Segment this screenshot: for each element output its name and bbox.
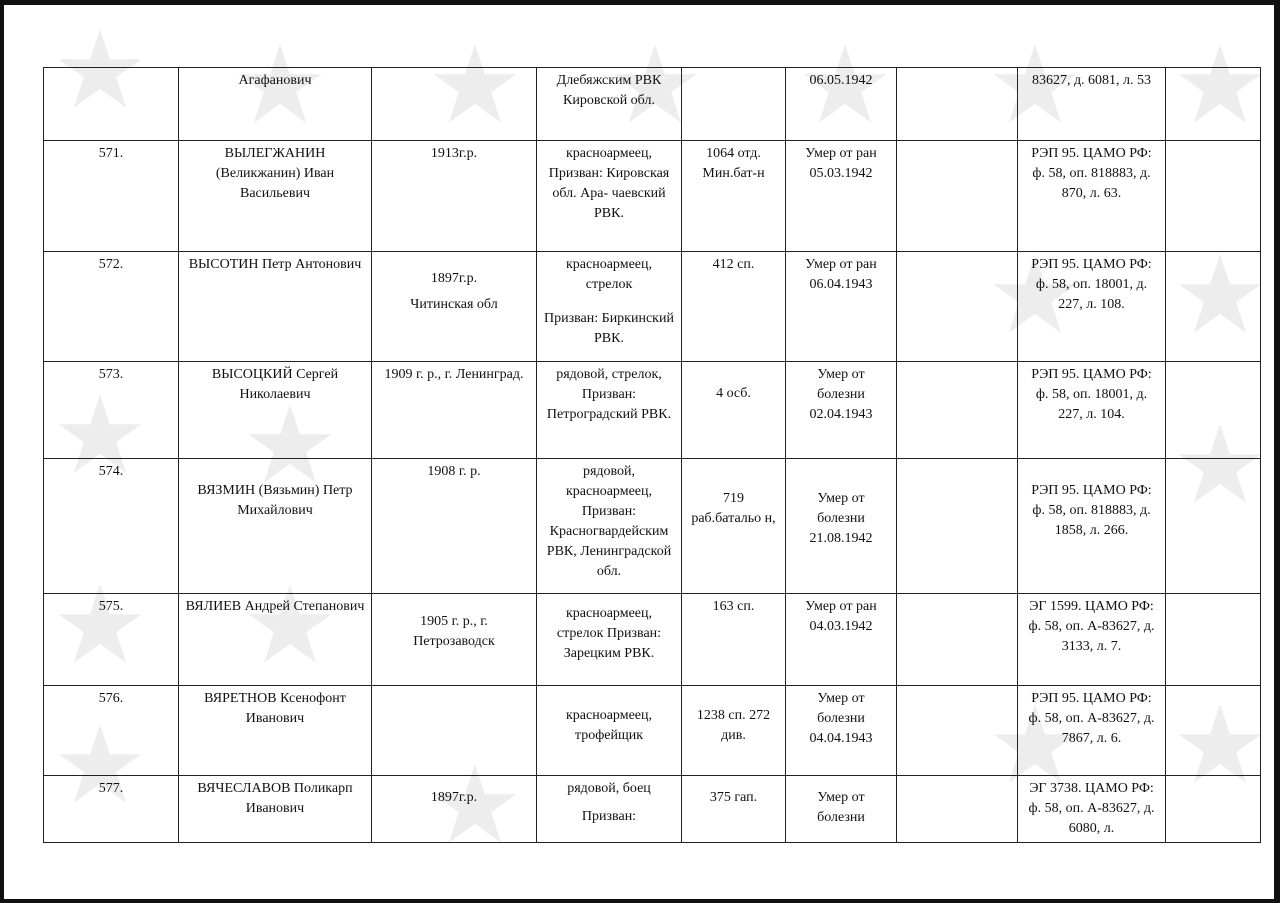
record-number: 572. xyxy=(44,252,179,362)
fate-date: Умер от ран 04.03.1942 xyxy=(786,594,897,686)
extra-column xyxy=(897,68,1018,141)
birth-info xyxy=(372,252,537,362)
person-name: ВЯЗМИН (Вязьмин) Петр Михайлович xyxy=(179,459,372,594)
birth-info: 1909 г. р., г. Ленинград. xyxy=(372,362,537,459)
empty-column xyxy=(1166,362,1261,459)
record-number: 577. xyxy=(44,776,179,843)
military-unit: 4 осб. xyxy=(682,362,786,459)
rank-conscription: красноармеец, Призван: Кировская обл. Ара- чаевский РВК. xyxy=(537,141,682,252)
birth-info: 1913г.р. xyxy=(372,141,537,252)
archive-source: РЭП 95. ЦАМО РФ: ф. 58, оп. 818883, д. 1858, л. 266. xyxy=(1018,459,1166,594)
conscription-text: Призван: xyxy=(581,809,637,824)
conscription-text: Призван: Биркинский РВК. xyxy=(544,311,674,346)
table-row xyxy=(44,776,1261,843)
archive-source: ЭГ 3738. ЦАМО РФ: ф. 58, оп. А-83627, д. 6080, л. xyxy=(1018,776,1166,843)
person-name: Агафанович xyxy=(179,68,372,141)
person-name: ВЯЧЕСЛАВОВ Поликарп Иванович xyxy=(179,776,372,843)
person-name: ВЫСОЦКИЙ Сергей Николаевич xyxy=(179,362,372,459)
person-name: ВЯЛИЕВ Андрей Степанович xyxy=(179,594,372,686)
table-row xyxy=(44,68,1261,141)
fate-date: Умер от болезни 04.04.1943 xyxy=(786,686,897,776)
rank-conscription xyxy=(537,776,682,843)
fate-date: Умер от ран 06.04.1943 xyxy=(786,252,897,362)
table-row xyxy=(44,362,1261,459)
birth-info: 1905 г. р., г. Петрозаводск xyxy=(372,594,537,686)
table-row xyxy=(44,594,1261,686)
military-unit: 412 сп. xyxy=(682,252,786,362)
fate-date: Умер от болезни 02.04.1943 xyxy=(786,362,897,459)
fate-date: Умер от ран 05.03.1942 xyxy=(786,141,897,252)
birth-info xyxy=(372,68,537,141)
birth-info: 1908 г. р. xyxy=(372,459,537,594)
rank-conscription: красноармеец, стрелок Призван: Зарецким РВК. xyxy=(537,594,682,686)
fate-date: 06.05.1942 xyxy=(786,68,897,141)
record-number: 575. xyxy=(44,594,179,686)
burial-register-table xyxy=(43,67,1261,843)
table-row xyxy=(44,686,1261,776)
empty-column xyxy=(1166,459,1261,594)
rank-conscription: красноармеец, трофейщик xyxy=(537,686,682,776)
birth-place: Читинская обл xyxy=(410,297,498,312)
person-name: ВЫСОТИН Петр Антонович xyxy=(179,252,372,362)
birth-year: 1897г.р. xyxy=(430,271,478,286)
record-number: 573. xyxy=(44,362,179,459)
empty-column xyxy=(1166,686,1261,776)
record-number: 571. xyxy=(44,141,179,252)
military-unit: 375 гап. xyxy=(682,776,786,843)
military-unit: 1064 отд. Мин.бат-н xyxy=(682,141,786,252)
extra-column xyxy=(897,686,1018,776)
table-row xyxy=(44,141,1261,252)
military-unit: 163 сп. xyxy=(682,594,786,686)
military-unit: 1238 сп. 272 див. xyxy=(682,686,786,776)
person-name: ВЯРЕТНОВ Ксенофонт Иванович xyxy=(179,686,372,776)
fate-date: Умер от болезни 21.08.1942 xyxy=(786,459,897,594)
archive-source: РЭП 95. ЦАМО РФ: ф. 58, оп. А-83627, д. 7867, л. 6. xyxy=(1018,686,1166,776)
extra-column xyxy=(897,362,1018,459)
birth-info: 1897г.р. xyxy=(372,776,537,843)
person-name: ВЫЛЕГЖАНИН (Великжанин) Иван Васильевич xyxy=(179,141,372,252)
fate-date: Умер от болезни xyxy=(786,776,897,843)
archive-source: 83627, д. 6081, л. 53 xyxy=(1018,68,1166,141)
extra-column xyxy=(897,459,1018,594)
extra-column xyxy=(897,594,1018,686)
rank-conscription xyxy=(537,252,682,362)
empty-column xyxy=(1166,141,1261,252)
rank-conscription: рядовой, стрелок, Призван: Петроградский РВК. xyxy=(537,362,682,459)
empty-column xyxy=(1166,252,1261,362)
archive-source: ЭГ 1599. ЦАМО РФ: ф. 58, оп. А-83627, д. 3133, л. 7. xyxy=(1018,594,1166,686)
record-number xyxy=(44,68,179,141)
birth-info xyxy=(372,686,537,776)
record-number: 574. xyxy=(44,459,179,594)
military-unit: 719 раб.батальо н, xyxy=(682,459,786,594)
military-unit xyxy=(682,68,786,141)
extra-column xyxy=(897,252,1018,362)
archive-source: РЭП 95. ЦАМО РФ: ф. 58, оп. 818883, д. 870, л. 63. xyxy=(1018,141,1166,252)
record-number: 576. xyxy=(44,686,179,776)
rank-conscription: рядовой, красноармеец, Призван: Красногвардейским РВК, Ленинградской обл. xyxy=(537,459,682,594)
extra-column xyxy=(897,141,1018,252)
empty-column xyxy=(1166,68,1261,141)
empty-column xyxy=(1166,594,1261,686)
rank-text: рядовой, боец xyxy=(567,781,651,796)
table-row xyxy=(44,252,1261,362)
archive-source: РЭП 95. ЦАМО РФ: ф. 58, оп. 18001, д. 227, л. 104. xyxy=(1018,362,1166,459)
rank-text: красноармеец, стрелок xyxy=(565,257,652,292)
rank-conscription: Длебяжским РВК Кировской обл. xyxy=(537,68,682,141)
extra-column xyxy=(897,776,1018,843)
empty-column xyxy=(1166,776,1261,843)
table-row xyxy=(44,459,1261,594)
archive-source: РЭП 95. ЦАМО РФ: ф. 58, оп. 18001, д. 227, л. 108. xyxy=(1018,252,1166,362)
